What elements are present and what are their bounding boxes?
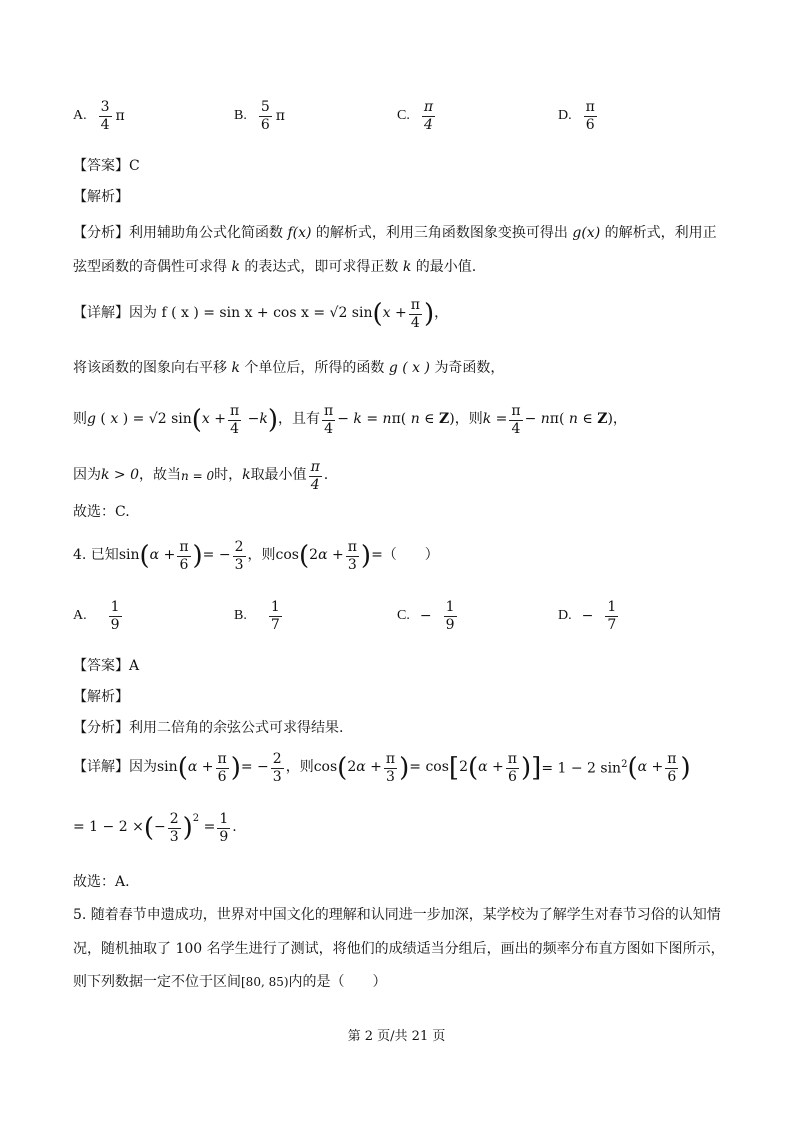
option-label: D. — [558, 608, 572, 624]
q3-option-b — [234, 100, 285, 132]
denominator: 7 — [607, 616, 617, 633]
option-label: A. — [73, 108, 87, 124]
numerator: 5 — [260, 99, 270, 115]
text: ，则 — [247, 547, 276, 564]
text: 4. 已知 — [73, 547, 119, 564]
k-var: k — [231, 360, 240, 376]
denominator: 4 — [423, 116, 433, 133]
q3-option-d — [558, 100, 599, 132]
text: ，故当 — [139, 467, 182, 484]
text: 个单位后，所得的函数 — [244, 360, 385, 376]
denominator: 6 — [260, 116, 270, 133]
sign: − — [581, 608, 594, 625]
text: 时， — [214, 467, 243, 484]
k-condition: k > 0 — [101, 467, 140, 484]
text: 利用辅助角公式化简函数 — [129, 225, 283, 241]
k-var: k — [242, 467, 251, 484]
text: =（ ） — [371, 547, 439, 564]
q4-detail-line2 — [73, 812, 237, 844]
text: ， — [612, 411, 627, 428]
fx-formula: f ( x ) = sin x + cos x = √2 sin — [161, 305, 373, 322]
option-label: B. — [234, 108, 247, 124]
denominator: 4 — [100, 116, 110, 133]
text: 取最小值 — [250, 467, 307, 484]
fenxi-tag: 【分析】 — [73, 720, 129, 736]
q3-analysis-title: 【解析】 — [73, 189, 129, 205]
q3-option-c — [397, 100, 437, 132]
text: ， — [434, 305, 449, 322]
math-row: 4. 已知 sin ( α + $\frac{\pi}{6}$ ) = − $\frac{2}{3}$ ，则 cos ( 2α + $\frac{\pi}{3}$ ) =（ ） — [73, 539, 439, 573]
q4-option-b — [234, 600, 284, 632]
text: 则 — [73, 411, 87, 428]
text: 的最小值. — [415, 259, 477, 275]
q3-fenxi-line1 — [73, 224, 717, 244]
text: 将该函数的图象向右平移 — [73, 360, 227, 376]
text: 利用二倍角的余弦公式可求得结果. — [129, 720, 344, 736]
pi-suffix: π — [275, 108, 285, 125]
numerator: π — [423, 99, 434, 115]
fraction — [584, 100, 597, 132]
text: 的表达式，即可求得正数 — [244, 259, 399, 275]
numerator: 1 — [110, 599, 120, 615]
text: 的解析式，利用正 — [604, 225, 717, 241]
text: ，则 — [285, 759, 314, 776]
q3-detail-line1 — [73, 298, 448, 330]
q4-option-c — [397, 600, 459, 632]
text: ，且有 — [278, 411, 321, 428]
q3-choice: 故选：C. — [73, 504, 130, 520]
q5-line3 — [73, 973, 387, 993]
numerator: 1 — [270, 599, 280, 615]
detail-tag: 【详解】 — [73, 305, 129, 322]
denominator: 7 — [270, 616, 280, 633]
q3-answer: 【答案】C — [73, 158, 140, 174]
interval: [80, 85) — [241, 975, 289, 989]
option-label: D. — [558, 108, 572, 124]
q4-choice: 故选：A. — [73, 874, 130, 890]
text: 的解析式，利用三角函数图象变换可得出 — [315, 225, 568, 241]
q3-detail-line3 — [73, 404, 627, 436]
fx-expression: f(x) — [287, 225, 312, 241]
text: . — [323, 467, 329, 484]
k-var: k — [402, 259, 412, 275]
q4-detail-line1 — [73, 752, 691, 784]
option-label: A. — [73, 608, 87, 624]
denominator: 4 — [310, 476, 320, 493]
numerator: 1 — [607, 599, 617, 615]
gx-expression: g ( x ) — [388, 360, 430, 376]
n-condition: n = 0 — [181, 468, 215, 483]
numerator: 3 — [100, 99, 110, 115]
q5-line2: 况，随机抽取了 100 名学生进行了测试，将他们的成绩适当分组后，画出的频率分布直方图如下图所示， — [73, 941, 725, 957]
pi-suffix: π — [115, 108, 125, 125]
text: 内的是（ ） — [288, 974, 387, 990]
sign: − — [419, 608, 432, 625]
page-footer: 第 2 页/共 21 页 — [347, 1029, 446, 1044]
denominator: 9 — [110, 616, 120, 633]
fraction — [259, 100, 272, 132]
numerator: 1 — [219, 811, 229, 827]
gx-expression: g(x) — [572, 225, 601, 241]
q5-line1: 5. 随着春节申遗成功，世界对中国文化的理解和认同进一步加深，某学校为了解学生对春节习俗的认知情 — [73, 907, 721, 923]
q4-stem — [73, 540, 439, 572]
q4-option-a — [73, 600, 124, 632]
q4-options — [0, 600, 793, 650]
q3-fenxi-line2 — [73, 258, 476, 278]
math-row: 【详解】 因为 sin ( α + $\frac{\pi}{6}$ ) = − $\frac{2}{3}$ ，则 cos ( 2α + $\frac{\pi}{3}$ ) = cos [ 2 ( α + $\frac{\pi}{6}$ ) ] = 1 − 2 $\sin^2$ ( α + $\frac{\pi}{6}$ ) — [73, 751, 691, 785]
numerator: π — [410, 297, 420, 313]
fraction — [99, 100, 112, 132]
option-label: C. — [397, 608, 410, 624]
q4-fenxi — [73, 719, 343, 739]
math-row — [73, 460, 328, 492]
fraction — [422, 100, 435, 132]
numerator: π — [310, 459, 320, 475]
option-label: C. — [397, 108, 410, 124]
detail-tag: 【详解】 — [73, 759, 129, 776]
q3-detail-line4 — [73, 460, 328, 492]
text: 弦型函数的奇偶性可求得 — [73, 259, 227, 275]
denominator: 9 — [219, 828, 229, 845]
k-var: k — [231, 259, 240, 275]
q3-option-a — [73, 100, 125, 132]
q4-option-d — [558, 600, 620, 632]
q3-options — [0, 100, 793, 150]
denominator: 4 — [410, 314, 420, 331]
denominator: 9 — [445, 616, 455, 633]
math-row: = 1 − 2 × ( − $\frac{2}{3}$ ) $^2$ = $\frac{1}{9}$ . — [73, 811, 237, 845]
text: 则下列数据一定不位于区间 — [73, 974, 241, 990]
fenxi-tag: 【分析】 — [73, 225, 129, 241]
q4-analysis-title: 【解析】 — [73, 689, 129, 705]
text: 因为 — [129, 759, 157, 776]
text: 因为 — [73, 467, 101, 484]
numerator: 1 — [445, 599, 455, 615]
denominator: 6 — [585, 116, 595, 133]
option-label: B. — [234, 608, 247, 624]
numerator: π — [585, 99, 595, 115]
q3-detail-line2 — [73, 359, 504, 379]
text: 为奇函数， — [434, 360, 505, 376]
text: 因为 — [129, 305, 157, 322]
q4-answer: 【答案】A — [73, 658, 140, 674]
math-row: 【详解】 因为 f ( x ) = sin x + cos x = √2 sin ( x + $\frac{\pi}{4}$ ) ， — [73, 297, 449, 331]
text: ，则 — [454, 411, 483, 428]
math-row: 则 g ( x ) = √2 sin ( x + $\frac{\pi}{4}$ − k ) ，且有 $\frac{\pi}{4}$ − k = nπ( n ∈ Z) ，则 k = $\frac{\pi}{4}$ − nπ( n ∈ Z) ， — [73, 403, 627, 437]
fraction — [409, 298, 422, 330]
